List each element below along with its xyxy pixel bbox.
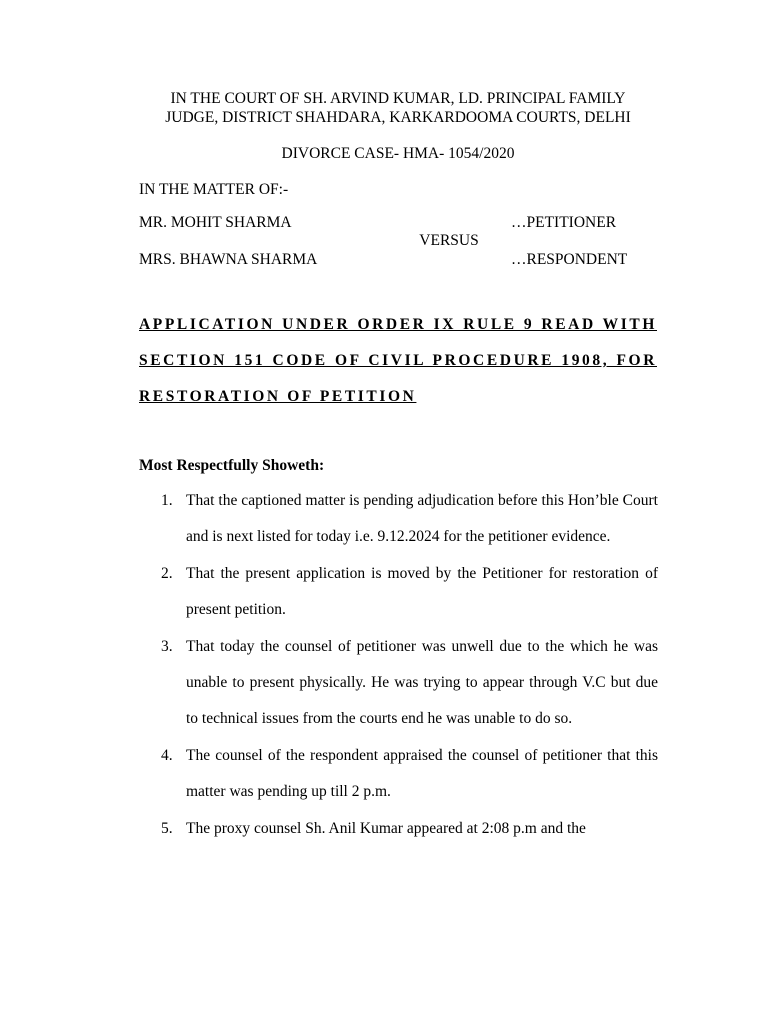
list-item-text: That the captioned matter is pending adjudication before this Hon’ble Court and is next listed for today i.e. 9.12.2024 for the petitioner evidence. — [186, 492, 658, 546]
application-title: APPLICATION UNDER ORDER IX RULE 9 READ WITH SECTION 151 CODE OF CIVIL PROCEDURE 1908, FOR RESTORATION OF PETITION — [139, 316, 657, 405]
petitioner-row — [139, 213, 659, 232]
court-header — [138, 89, 658, 127]
list-item-number: 5. — [161, 819, 173, 837]
court-header-line-2: JUDGE, DISTRICT SHAHDARA, KARKARDOOMA COURTS, DELHI — [165, 109, 631, 126]
case-number: DIVORCE CASE- HMA- 1054/2020 — [281, 145, 515, 162]
list-item — [139, 629, 658, 738]
list-item-text: That today the counsel of petitioner was unwell due to the which he was unable to present physically. He was trying to appear through V.C but due to technical issues from the courts end he was unable to do so. — [186, 637, 658, 728]
numbered-points-list — [139, 483, 658, 847]
list-item-number: 1. — [161, 492, 173, 509]
petitioner-role: …PETITIONER — [511, 214, 617, 231]
respondent-name: MRS. BHAWNA SHARMA — [139, 251, 318, 268]
list-item-text: The proxy counsel Sh. Anil Kumar appeared at 2:08 p.m and the — [186, 819, 586, 837]
list-item-text: That the present application is moved by the Petitioner for restoration of present petition. — [186, 564, 658, 619]
list-item-text: The counsel of the respondent appraised the counsel of petitioner that this matter was pending up till 2 p.m. — [186, 746, 658, 801]
list-item — [139, 556, 658, 629]
court-header-line-1: IN THE COURT OF SH. ARVIND KUMAR, LD. PRINCIPAL FAMILY — [170, 90, 626, 107]
list-item — [139, 483, 658, 556]
respondent-role: …RESPONDENT — [511, 251, 628, 268]
versus-label: VERSUS — [419, 232, 479, 249]
matter-label: IN THE MATTER OF:- — [139, 181, 289, 198]
list-item-number: 4. — [161, 746, 173, 764]
list-item — [139, 738, 658, 811]
list-item-number: 3. — [161, 637, 173, 655]
list-item-number: 2. — [161, 564, 173, 582]
showeth-heading: Most Respectfully Showeth: — [139, 457, 325, 474]
respondent-row — [139, 250, 659, 269]
petitioner-name: MR. MOHIT SHARMA — [139, 214, 292, 231]
list-item — [139, 811, 658, 847]
